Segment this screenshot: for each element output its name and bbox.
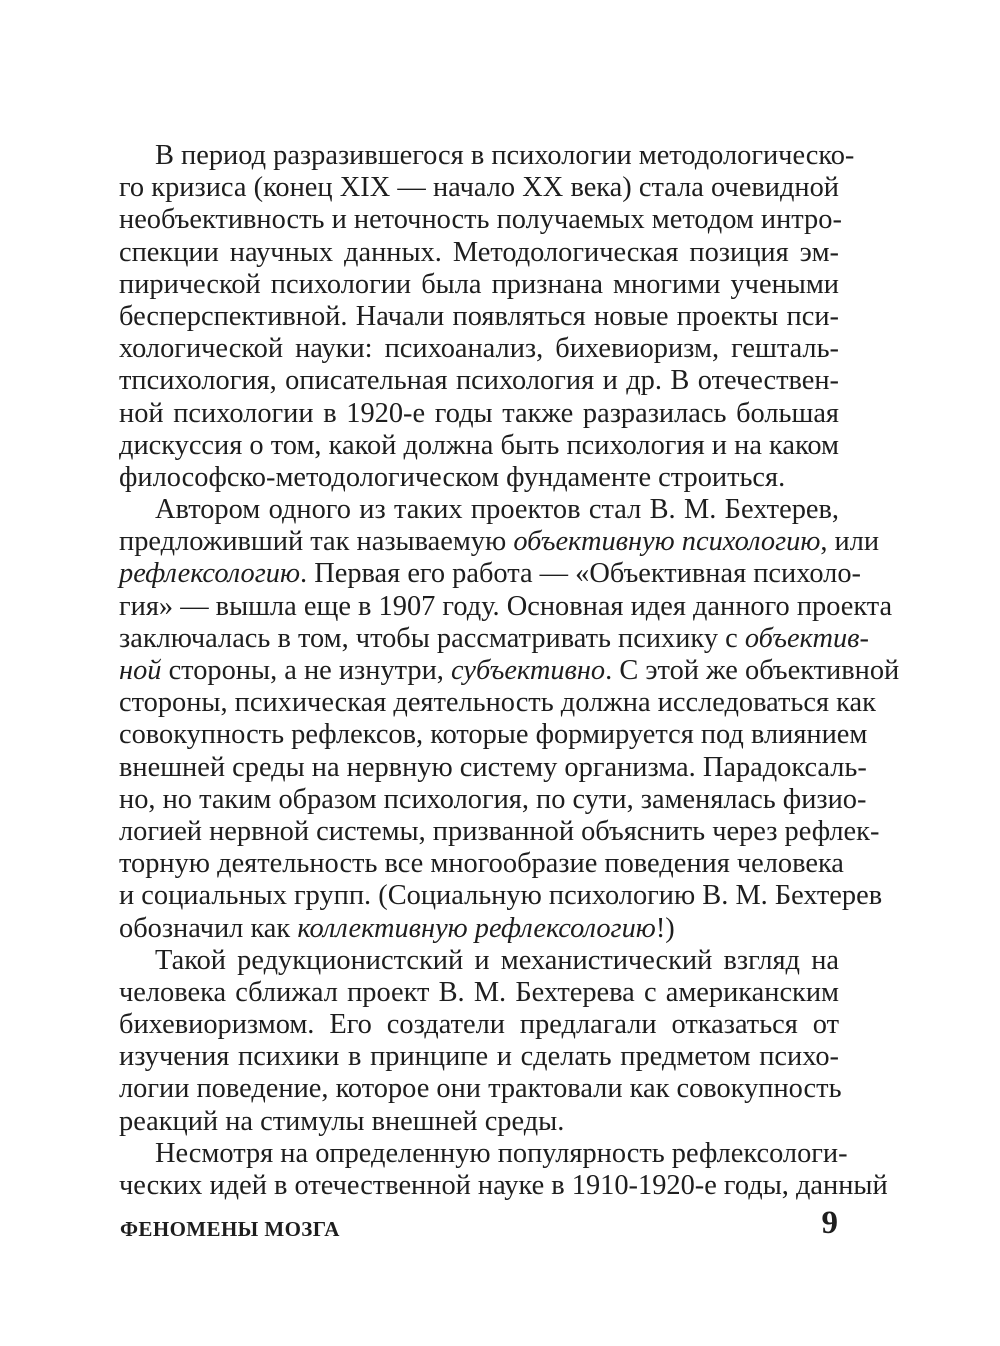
text-run: го кризиса (конец XIX — начало XX века) стала очевидной (119, 172, 839, 204)
text-line (119, 655, 900, 687)
text-line (119, 269, 839, 301)
text-run: хологической науки: психоанализ, бихевиоризм, гешталь- (119, 333, 839, 365)
text-run: изучения психики в принципе и сделать предметом психо- (119, 1041, 839, 1073)
text-line (119, 1137, 848, 1170)
text-run: стороны, психическая деятельность должна исследоваться как (119, 687, 876, 719)
text-run: гия» — вышла еще в 1907 году. Основная идея данного проекта (119, 590, 893, 622)
text-line (119, 1041, 839, 1073)
paragraph (119, 140, 855, 494)
italic-term: объективную психологию (513, 526, 821, 558)
text-run: В период разразившегося в психологии методологическо- (155, 140, 855, 171)
italic-term: рефлексологию (119, 558, 301, 590)
text-run: . Первая его работа — «Объективная психоло- (300, 558, 861, 590)
paragraph (119, 944, 842, 1138)
text-run: !) (655, 912, 675, 944)
text-run: совокупность рефлексов, которые формируется под влиянием (119, 719, 868, 751)
text-run: торную деятельность все многообразие поведения человека (119, 848, 844, 880)
paragraph (119, 494, 900, 945)
page-number: 9 (821, 1205, 838, 1241)
main-text (119, 140, 900, 1202)
text-line (119, 977, 839, 1009)
text-run: стороны, а не изнутри, (161, 655, 451, 686)
text-line (119, 751, 867, 784)
text-line (119, 1106, 839, 1138)
text-line (119, 365, 839, 397)
text-run: необъективность и неточность получаемых методом интро- (119, 204, 842, 236)
text-line (119, 204, 842, 236)
text-run: , или (820, 526, 880, 558)
text-line (119, 558, 861, 590)
text-run: Автором одного из таких проектов стал В. М. Бехтерев, (155, 494, 839, 526)
text-run: но, но таким образом психология, по сути, заменялась физио- (119, 783, 867, 815)
text-run: и социальных групп. (Социальную психологию В. М. Бехтерев (119, 880, 883, 912)
text-run: пирической психологии была признана многими учеными (119, 268, 839, 300)
text-line (119, 140, 855, 172)
italic-term: объектив- (744, 622, 869, 654)
text-run: логии поведение, которое они трактовали как совокупность (119, 1073, 842, 1105)
text-run: бихевиоризмом. Его создатели предлагали отказаться от (119, 1009, 839, 1041)
italic-term: ной (119, 655, 162, 686)
text-line (119, 1009, 839, 1041)
italic-term: субъективно (451, 655, 606, 686)
text-line (119, 333, 839, 365)
text-line (119, 880, 883, 912)
text-line (119, 237, 839, 269)
text-line (119, 398, 839, 430)
text-line (119, 815, 880, 848)
running-footer-title: ФЕНОМЕНЫ МОЗГА (120, 1217, 340, 1241)
text-run: предложивший так называемую (119, 526, 514, 558)
text-run: тпсихология, описательная психология и др. В отечествен- (119, 365, 839, 397)
text-run: реакций на стимулы внешней среды. (119, 1105, 565, 1137)
text-run: Такой редукционистский и механистический взгляд на (155, 944, 839, 976)
text-line (119, 590, 893, 623)
text-run: обозначил как (119, 912, 298, 944)
text-line (119, 783, 867, 816)
text-line (119, 945, 839, 977)
text-line (119, 1170, 888, 1202)
text-line (119, 430, 839, 462)
text-run: философско-методологическом фундаменте строиться. (119, 461, 786, 493)
text-run: заключалась в том, чтобы рассматривать психику с (119, 622, 745, 654)
text-run: ческих идей в отечественной науке в 1910-1920-е годы, данный (119, 1170, 888, 1201)
text-line (119, 462, 839, 494)
text-run: дискуссия о том, какой должна быть психология и на каком (119, 429, 839, 461)
text-run: бесперспективной. Начали появляться новые проекты пси- (119, 300, 839, 332)
text-line (119, 622, 869, 655)
text-run: внешней среды на нервную систему организма. Парадоксаль- (119, 751, 867, 783)
text-line (119, 301, 839, 333)
text-run: . С этой же объективной (605, 655, 900, 686)
text-run: ной психологии в 1920-е годы также разразилась большая (119, 397, 839, 429)
text-line (119, 687, 876, 719)
text-line (119, 494, 839, 526)
text-line (119, 172, 839, 204)
italic-term: коллективную рефлексологию (297, 912, 656, 944)
text-run: логией нервной системы, призванной объяснить через рефлек- (119, 815, 880, 847)
text-run: Несмотря на определенную популярность рефлексологи- (155, 1137, 848, 1169)
text-line (119, 526, 880, 558)
text-run: человека сближал проект В. М. Бехтерева с американским (119, 976, 839, 1008)
text-line (119, 848, 844, 880)
text-run: спекции научных данных. Методологическая позиция эм- (119, 236, 839, 268)
text-line (119, 1073, 842, 1105)
text-line (119, 913, 839, 945)
text-line (119, 719, 868, 751)
paragraph (119, 1137, 888, 1202)
